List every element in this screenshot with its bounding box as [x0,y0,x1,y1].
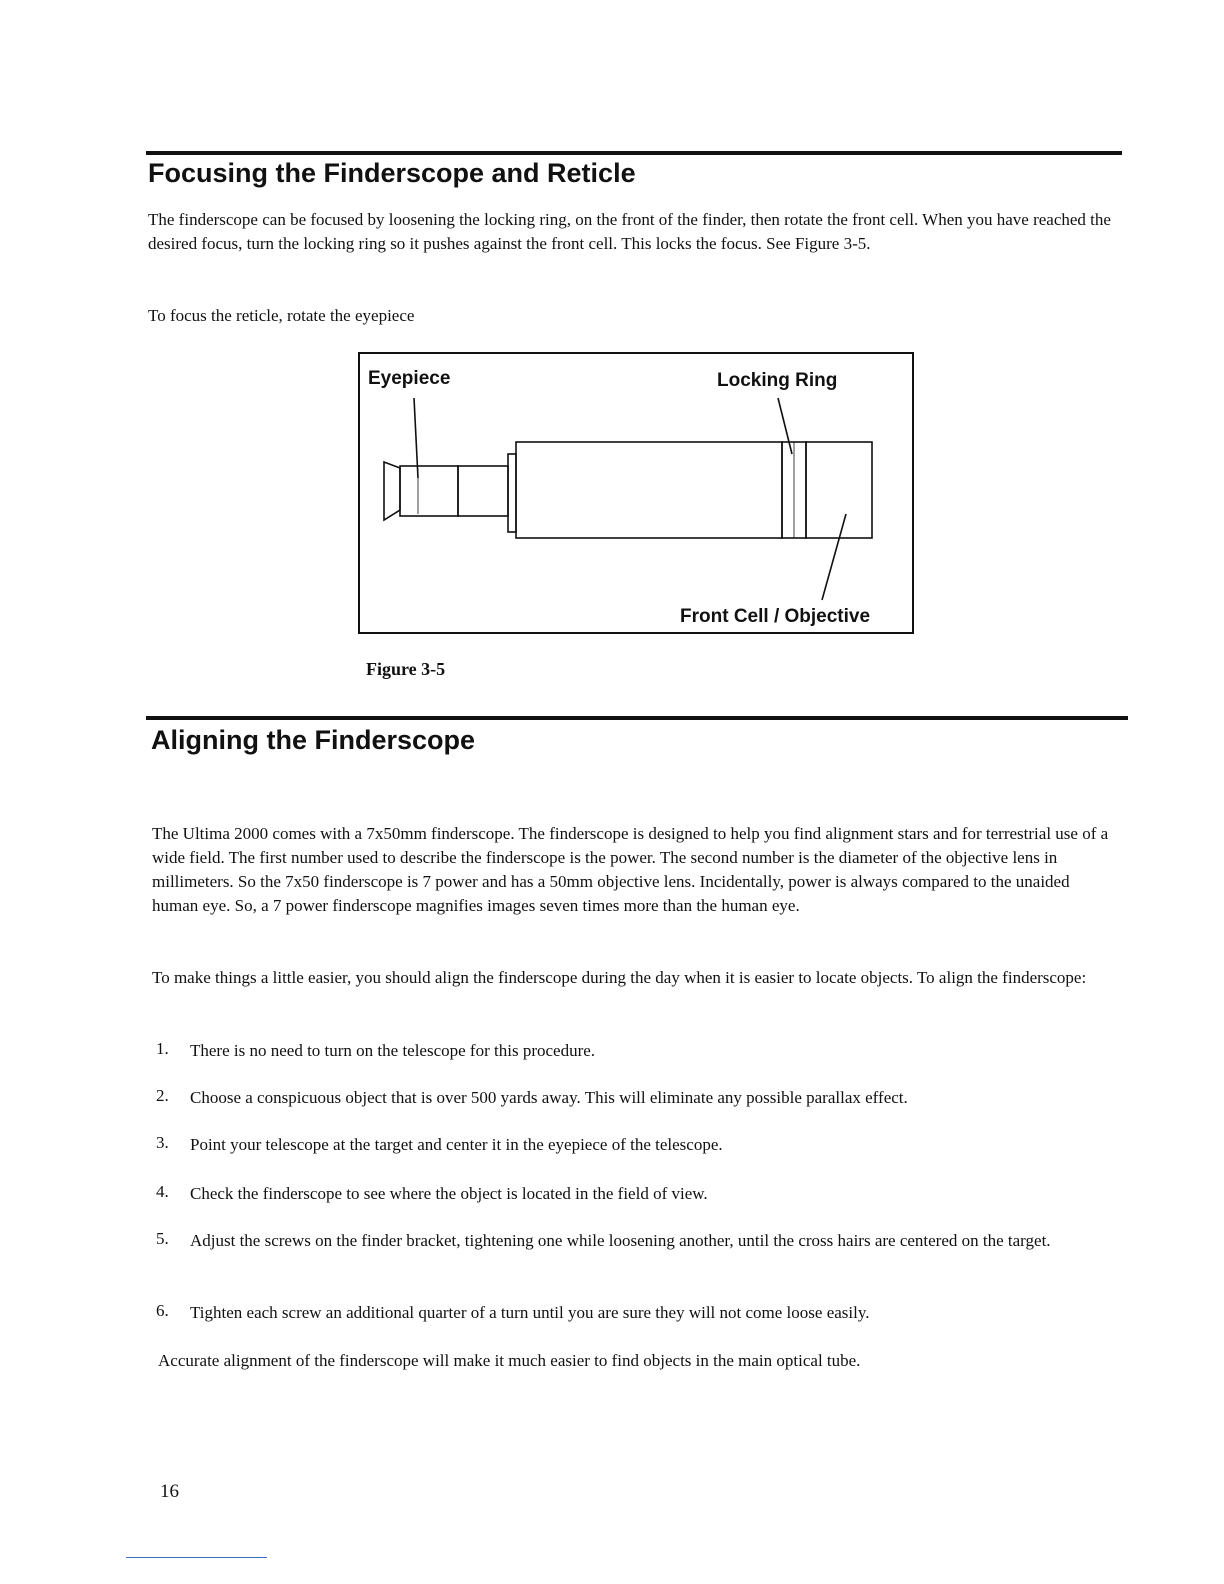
focusing-paragraph: The finderscope can be focused by loosening the locking ring, on the front of the finder, then rotate the front cell. When you have reached the desired focus, turn the locking ring so it pushes against the front cell. This locks the focus. See Figure 3-5. [148,210,1111,253]
section-rule-top [146,151,1122,155]
front-cell-label: Front Cell / Objective [680,606,871,627]
step-number: 1. [156,1039,169,1058]
align-intro-paragraph: To make things a little easier, you should align the finderscope during the day when it is easier to locate objects. To align the finderscope: [152,968,1087,987]
closing-paragraph: Accurate alignment of the finderscope will make it much easier to find objects in the main optical tube. [158,1351,861,1370]
section-title-aligning: Aligning the Finderscope [151,725,476,755]
step-number: 6. [156,1301,169,1320]
step-text: There is no need to turn on the telescope for this procedure. [190,1041,596,1060]
step-text: Check the finderscope to see where the object is located in the field of view. [190,1184,708,1203]
step-number: 3. [156,1133,169,1152]
step-number: 4. [156,1182,169,1201]
step-number: 2. [156,1086,169,1105]
step-text: Choose a conspicuous object that is over 500 yards away. This will eliminate any possible parallax effect. [190,1088,908,1107]
eyepiece-label: Eyepiece [368,368,451,389]
section-rule-middle [146,716,1128,720]
front-cell-leader [822,514,846,600]
section-title-focusing: Focusing the Finderscope and Reticle [148,158,636,188]
figure-caption: Figure 3-5 [366,659,446,679]
finderscope-diagram [360,354,916,636]
locking-ring-label: Locking Ring [717,370,838,391]
step-text: Tighten each screw an additional quarter of a turn until you are sure they will not come loose easily. [190,1303,870,1322]
step-text: Point your telescope at the target and center it in the eyepiece of the telescope. [190,1135,723,1154]
locking-ring-leader [778,398,792,454]
eyecup-shape [384,462,400,520]
aligning-paragraph: The Ultima 2000 comes with a 7x50mm finderscope. The finderscope is designed to help you find alignment stars and for terrestrial use of a wide field. The first number used to describe the finderscope is the power. The second number is the diameter of the objective lens in millimeters. So the 7x50 finderscope is 7 power and has a 50mm objective lens. Incidentally, power is always compared to the unaided human eye. So, a 7 power finderscope magnifies images seven times more than the human eye. [152,824,1109,915]
eyepiece-barrel [400,466,458,516]
page-number: 16 [160,1481,179,1502]
finderscope-figure [358,352,914,634]
front-cell [806,442,872,538]
footer-line [126,1557,267,1558]
reticle-paragraph: To focus the reticle, rotate the eyepiece [148,306,415,325]
main-tube [516,442,782,538]
step-text: Adjust the screws on the finder bracket, tightening one while loosening another, until the cross hairs are centered on the target. [190,1231,1051,1250]
step-number: 5. [156,1229,169,1248]
